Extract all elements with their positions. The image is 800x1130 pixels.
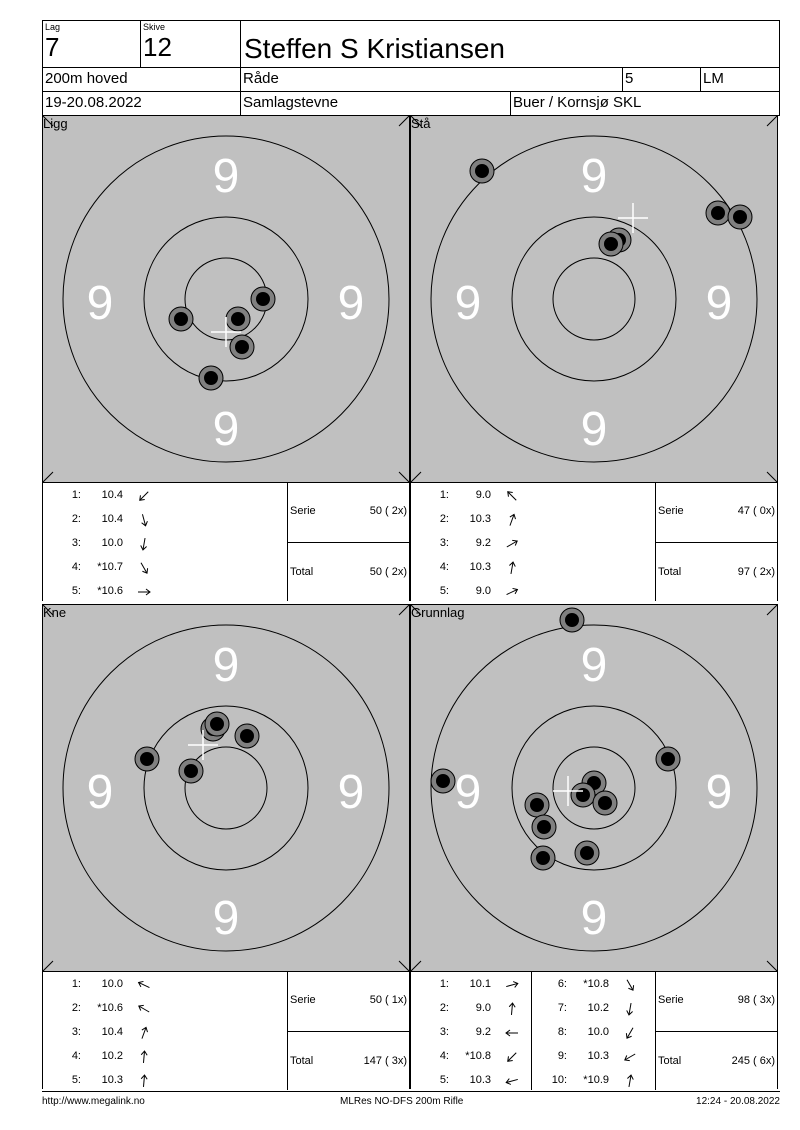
serie-block [656,972,777,1032]
target-face [411,116,777,482]
direction-arrow-icon [135,512,153,528]
serie-block [288,972,409,1032]
direction-arrow-icon [503,488,521,504]
bottom-rule [42,1091,780,1092]
shot-hole [560,608,584,632]
position-label: Grunnlag [411,605,465,620]
class-code: LM [703,70,724,87]
shot-number: 5: [71,585,81,597]
total-label: Total [658,1055,682,1067]
direction-arrow-icon [621,1001,639,1017]
shot-row [529,1002,649,1016]
serie-label: Serie [658,505,684,517]
serie-label: Serie [658,994,684,1006]
position-label: Stå [411,116,431,131]
shot-value: 10.4 [101,1026,123,1038]
shot-row [411,513,531,527]
shot-list [411,482,777,601]
skive-value: 12 [143,32,172,62]
shot-number: 4: [71,1050,81,1062]
serie-value: 50 ( 2x) [369,505,407,517]
competition-cell [241,92,511,115]
panel-sta [410,116,778,601]
shot-hole [575,841,599,865]
shot-number: 4: [439,561,449,573]
shot-value: *10.6 [97,585,123,597]
shot-row [43,489,163,503]
shot-hole [532,815,556,839]
shot-row [43,1050,163,1064]
class-code-cell [701,68,779,91]
shot-row [411,978,531,992]
total-value: 97 ( 2x) [737,566,775,578]
shot-value: 9.0 [475,585,491,597]
shot-value: 10.3 [101,1074,123,1086]
shot-number: 1: [439,978,449,990]
shot-row [43,537,163,551]
shot-row [411,1074,531,1088]
shot-row [43,978,163,992]
direction-arrow-icon [621,977,639,993]
shot-hole [656,747,680,771]
column-divider [531,972,532,1090]
shot-row [411,1026,531,1040]
shot-row [411,585,531,599]
shot-hole [531,846,555,870]
ring-number: 9 [337,277,365,330]
total-block [288,1031,409,1090]
ring-number: 9 [705,277,733,330]
lag-cell [43,21,141,67]
class-number-cell [623,68,701,91]
direction-arrow-icon [503,1025,521,1041]
ring-number: 9 [580,639,608,692]
serie-label: Serie [290,505,316,517]
shot-row [529,1026,649,1040]
ring-number: 9 [580,403,608,456]
event-name: 200m hoved [45,70,128,87]
shot-number: 3: [71,537,81,549]
serie-value: 47 ( 0x) [737,505,775,517]
skive-label: Skive [143,22,166,32]
direction-arrow-icon [135,1001,153,1017]
shot-number: 9: [557,1050,567,1062]
direction-arrow-icon [621,1049,639,1065]
direction-arrow-icon [135,1073,153,1089]
shot-row [43,585,163,599]
total-label: Total [290,566,314,578]
serie-block [288,483,409,543]
header-row-event [42,67,780,92]
shot-number: 2: [439,1002,449,1014]
shot-number: 5: [439,585,449,597]
shot-value: 10.2 [101,1050,123,1062]
shot-row [43,1026,163,1040]
result-sheet [42,20,780,1107]
ring-number: 9 [86,766,114,819]
direction-arrow-icon [503,584,521,600]
direction-arrow-icon [503,536,521,552]
ring-number: 9 [212,639,240,692]
shot-row [529,1074,649,1088]
shot-value: 9.2 [475,537,491,549]
direction-arrow-icon [503,560,521,576]
direction-arrow-icon [135,560,153,576]
shot-number: 3: [439,537,449,549]
lag-value: 7 [45,32,60,62]
shot-hole [226,307,250,331]
shot-row [43,513,163,527]
ring-number: 9 [705,766,733,819]
shot-value: 10.0 [587,1026,609,1038]
shot-row [411,1050,531,1064]
direction-arrow-icon [135,977,153,993]
shot-row [411,537,531,551]
direction-arrow-icon [135,536,153,552]
ring-number: 9 [580,892,608,945]
panel-ligg [42,116,410,601]
venue: Buer / Kornsjø SKL [513,94,642,111]
shot-row [43,1002,163,1016]
serie-value: 50 ( 1x) [369,994,407,1006]
shot-hole [230,335,254,359]
shot-number: 5: [439,1074,449,1086]
total-value: 245 ( 6x) [731,1055,775,1067]
competition-name: Samlagstevne [243,94,339,111]
shot-value: 10.3 [469,561,491,573]
shooter-name-cell [241,21,779,67]
direction-arrow-icon [503,1001,521,1017]
shot-value: 10.3 [469,1074,491,1086]
club-cell [241,68,623,91]
shot-list [411,971,777,1090]
shot-value: *10.7 [97,561,123,573]
serie-label: Serie [290,994,316,1006]
venue-cell [511,92,779,115]
shooter-name: Steffen S Kristiansen [244,33,505,64]
header-row-date [42,91,780,116]
shot-number: 7: [557,1002,567,1014]
shot-hole [593,791,617,815]
ring-number: 9 [212,150,240,203]
target-face [411,605,777,971]
shot-number: 8: [557,1026,567,1038]
shot-hole [251,287,275,311]
direction-arrow-icon [135,1025,153,1041]
direction-arrow-icon [135,1049,153,1065]
shot-row [411,489,531,503]
header-row-main [42,20,780,68]
shot-value: 9.0 [475,1002,491,1014]
shot-number: 1: [439,489,449,501]
event-cell [43,68,241,91]
shot-number: 5: [71,1074,81,1086]
ring-number: 9 [337,766,365,819]
shot-number: 6: [557,978,567,990]
direction-arrow-icon [135,488,153,504]
direction-arrow-icon [503,977,521,993]
shot-value: *10.8 [465,1050,491,1062]
shot-number: 3: [439,1026,449,1038]
shot-number: 4: [71,561,81,573]
serie-block [656,483,777,543]
shot-hole [205,712,229,736]
ring-number: 9 [580,150,608,203]
shot-number: 1: [71,978,81,990]
shot-value: 10.3 [587,1050,609,1062]
series-summary [655,972,777,1090]
shot-number: 2: [71,1002,81,1014]
shot-hole [431,769,455,793]
panel-grunnlag [410,604,778,1089]
total-block [656,542,777,601]
shot-list [43,971,409,1090]
direction-arrow-icon [503,1049,521,1065]
series-summary [287,972,409,1090]
shot-hole [525,793,549,817]
shot-hole [199,366,223,390]
date: 19-20.08.2022 [45,94,142,111]
shot-value: 10.1 [469,978,491,990]
class-number: 5 [625,70,634,87]
footer-system: MLRes NO-DFS 200m Rifle [340,1096,464,1107]
shot-value: 10.3 [469,513,491,525]
ring-number: 9 [454,277,482,330]
position-label: Ligg [43,116,68,131]
shot-value: 10.4 [101,489,123,501]
skive-cell [141,21,241,67]
series-summary [655,483,777,601]
shot-value: 10.4 [101,513,123,525]
shot-number: 10: [551,1074,567,1086]
shot-value: 9.2 [475,1026,491,1038]
ring-number: 9 [212,892,240,945]
shot-row [43,561,163,575]
direction-arrow-icon [135,584,153,600]
shot-number: 4: [439,1050,449,1062]
shot-hole [235,724,259,748]
direction-arrow-icon [503,1073,521,1089]
total-block [288,542,409,601]
panel-kne [42,604,410,1089]
shot-hole [135,747,159,771]
shot-hole [706,201,730,225]
shot-value: 9.0 [475,489,491,501]
shot-row [411,1002,531,1016]
shot-row [529,1050,649,1064]
shot-number: 2: [71,513,81,525]
series-summary [287,483,409,601]
shot-list [43,482,409,601]
shot-value: 10.2 [587,1002,609,1014]
direction-arrow-icon [621,1073,639,1089]
ring-number: 9 [454,766,482,819]
date-cell [43,92,241,115]
shot-hole [179,759,203,783]
lag-label: Lag [45,22,61,32]
shot-value: *10.9 [583,1074,609,1086]
shot-value: 10.0 [101,537,123,549]
shot-hole [571,783,595,807]
shot-hole [470,159,494,183]
shot-value: *10.8 [583,978,609,990]
shot-hole [728,205,752,229]
total-value: 50 ( 2x) [369,566,407,578]
shot-row [411,561,531,575]
total-label: Total [290,1055,314,1067]
shot-hole [169,307,193,331]
position-label: Kne [43,605,67,620]
shot-row [43,1074,163,1088]
ring-number: 9 [86,277,114,330]
target-face [43,605,409,971]
serie-value: 98 ( 3x) [737,994,775,1006]
target-face [43,116,409,482]
direction-arrow-icon [503,512,521,528]
total-value: 147 ( 3x) [363,1055,407,1067]
shot-value: 10.0 [101,978,123,990]
shot-number: 2: [439,513,449,525]
total-label: Total [658,566,682,578]
footer-url[interactable]: http://www.megalink.no [42,1096,145,1107]
ring-number: 9 [212,403,240,456]
shot-row [529,978,649,992]
shot-number: 3: [71,1026,81,1038]
shot-number: 1: [71,489,81,501]
direction-arrow-icon [621,1025,639,1041]
total-block [656,1031,777,1090]
club-name: Råde [243,70,279,87]
shot-hole [599,232,623,256]
shot-value: *10.6 [97,1002,123,1014]
footer-timestamp: 12:24 - 20.08.2022 [696,1096,780,1107]
